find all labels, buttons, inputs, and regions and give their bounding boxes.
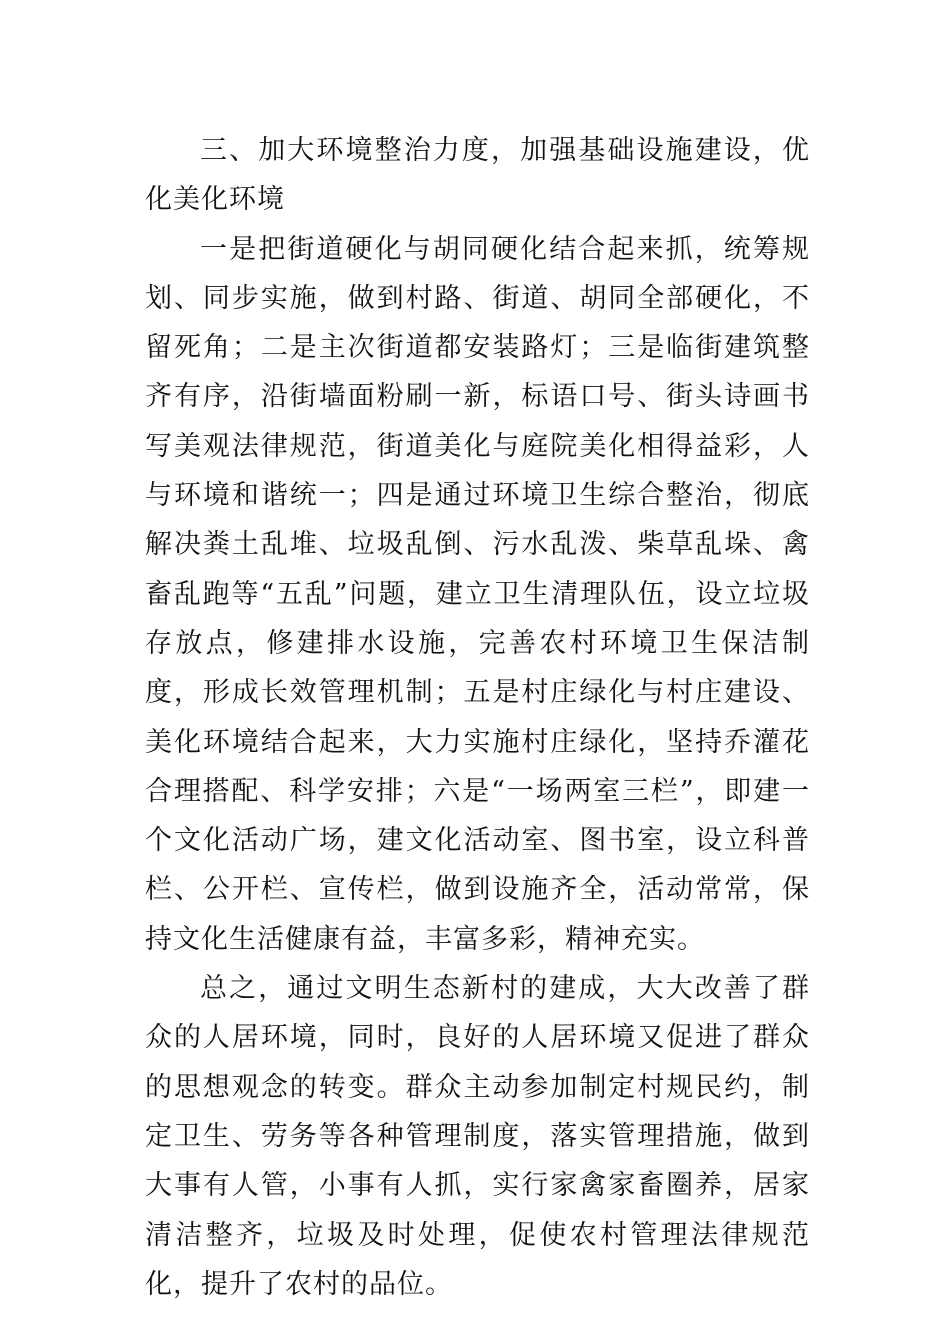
document-body (145, 126, 810, 1309)
section-heading: 三、加大环境整治力度，加强基础设施建设，优化美化环境 (145, 135, 810, 216)
paragraph-infrastructure: 一是把街道硬化与胡同硬化结合起来抓，统筹规划、同步实施，做到村路、街道、胡同全部硬化，不留死角；二是主次街道都安装路灯；三是临街建筑整齐有序，沿街墙面粉刷一新，标语口号、街头诗画书写美观法律规范，街道美化与庭院美化相得益彩，人与环境和谐统一；四是通过环境卫生综合整治，彻底解决粪土乱堆、垃圾乱倒、污水乱泼、柴草乱垛、禽畜乱跑等“五乱”问题，建立卫生清理队伍，设立垃圾存放点，修建排水设施，完善农村环境卫生保洁制度，形成长效管理机制；五是村庄绿化与村庄建设、美化环境结合起来，大力实施村庄绿化，坚持乔灌花合理搭配、科学安排；六是“一场两室三栏”，即建一个文化活动广场，建文化活动室、图书室，设立科普栏、公开栏、宣传栏，做到设施齐全，活动常常，保持文化生活健康有益，丰富多彩，精神充实。 (145, 233, 810, 955)
paragraph-summary: 总之，通过文明生态新村的建成，大大改善了群众的人居环境，同时，良好的人居环境又促进了群众的思想观念的转变。群众主动参加制定村规民约，制定卫生、劳务等各种管理制度，落实管理措施，做到大事有人管，小事有人抓，实行家禽家畜圈养，居家清洁整齐，垃圾及时处理，促使农村管理法律规范化，提升了农村的品位。 (145, 973, 810, 1300)
